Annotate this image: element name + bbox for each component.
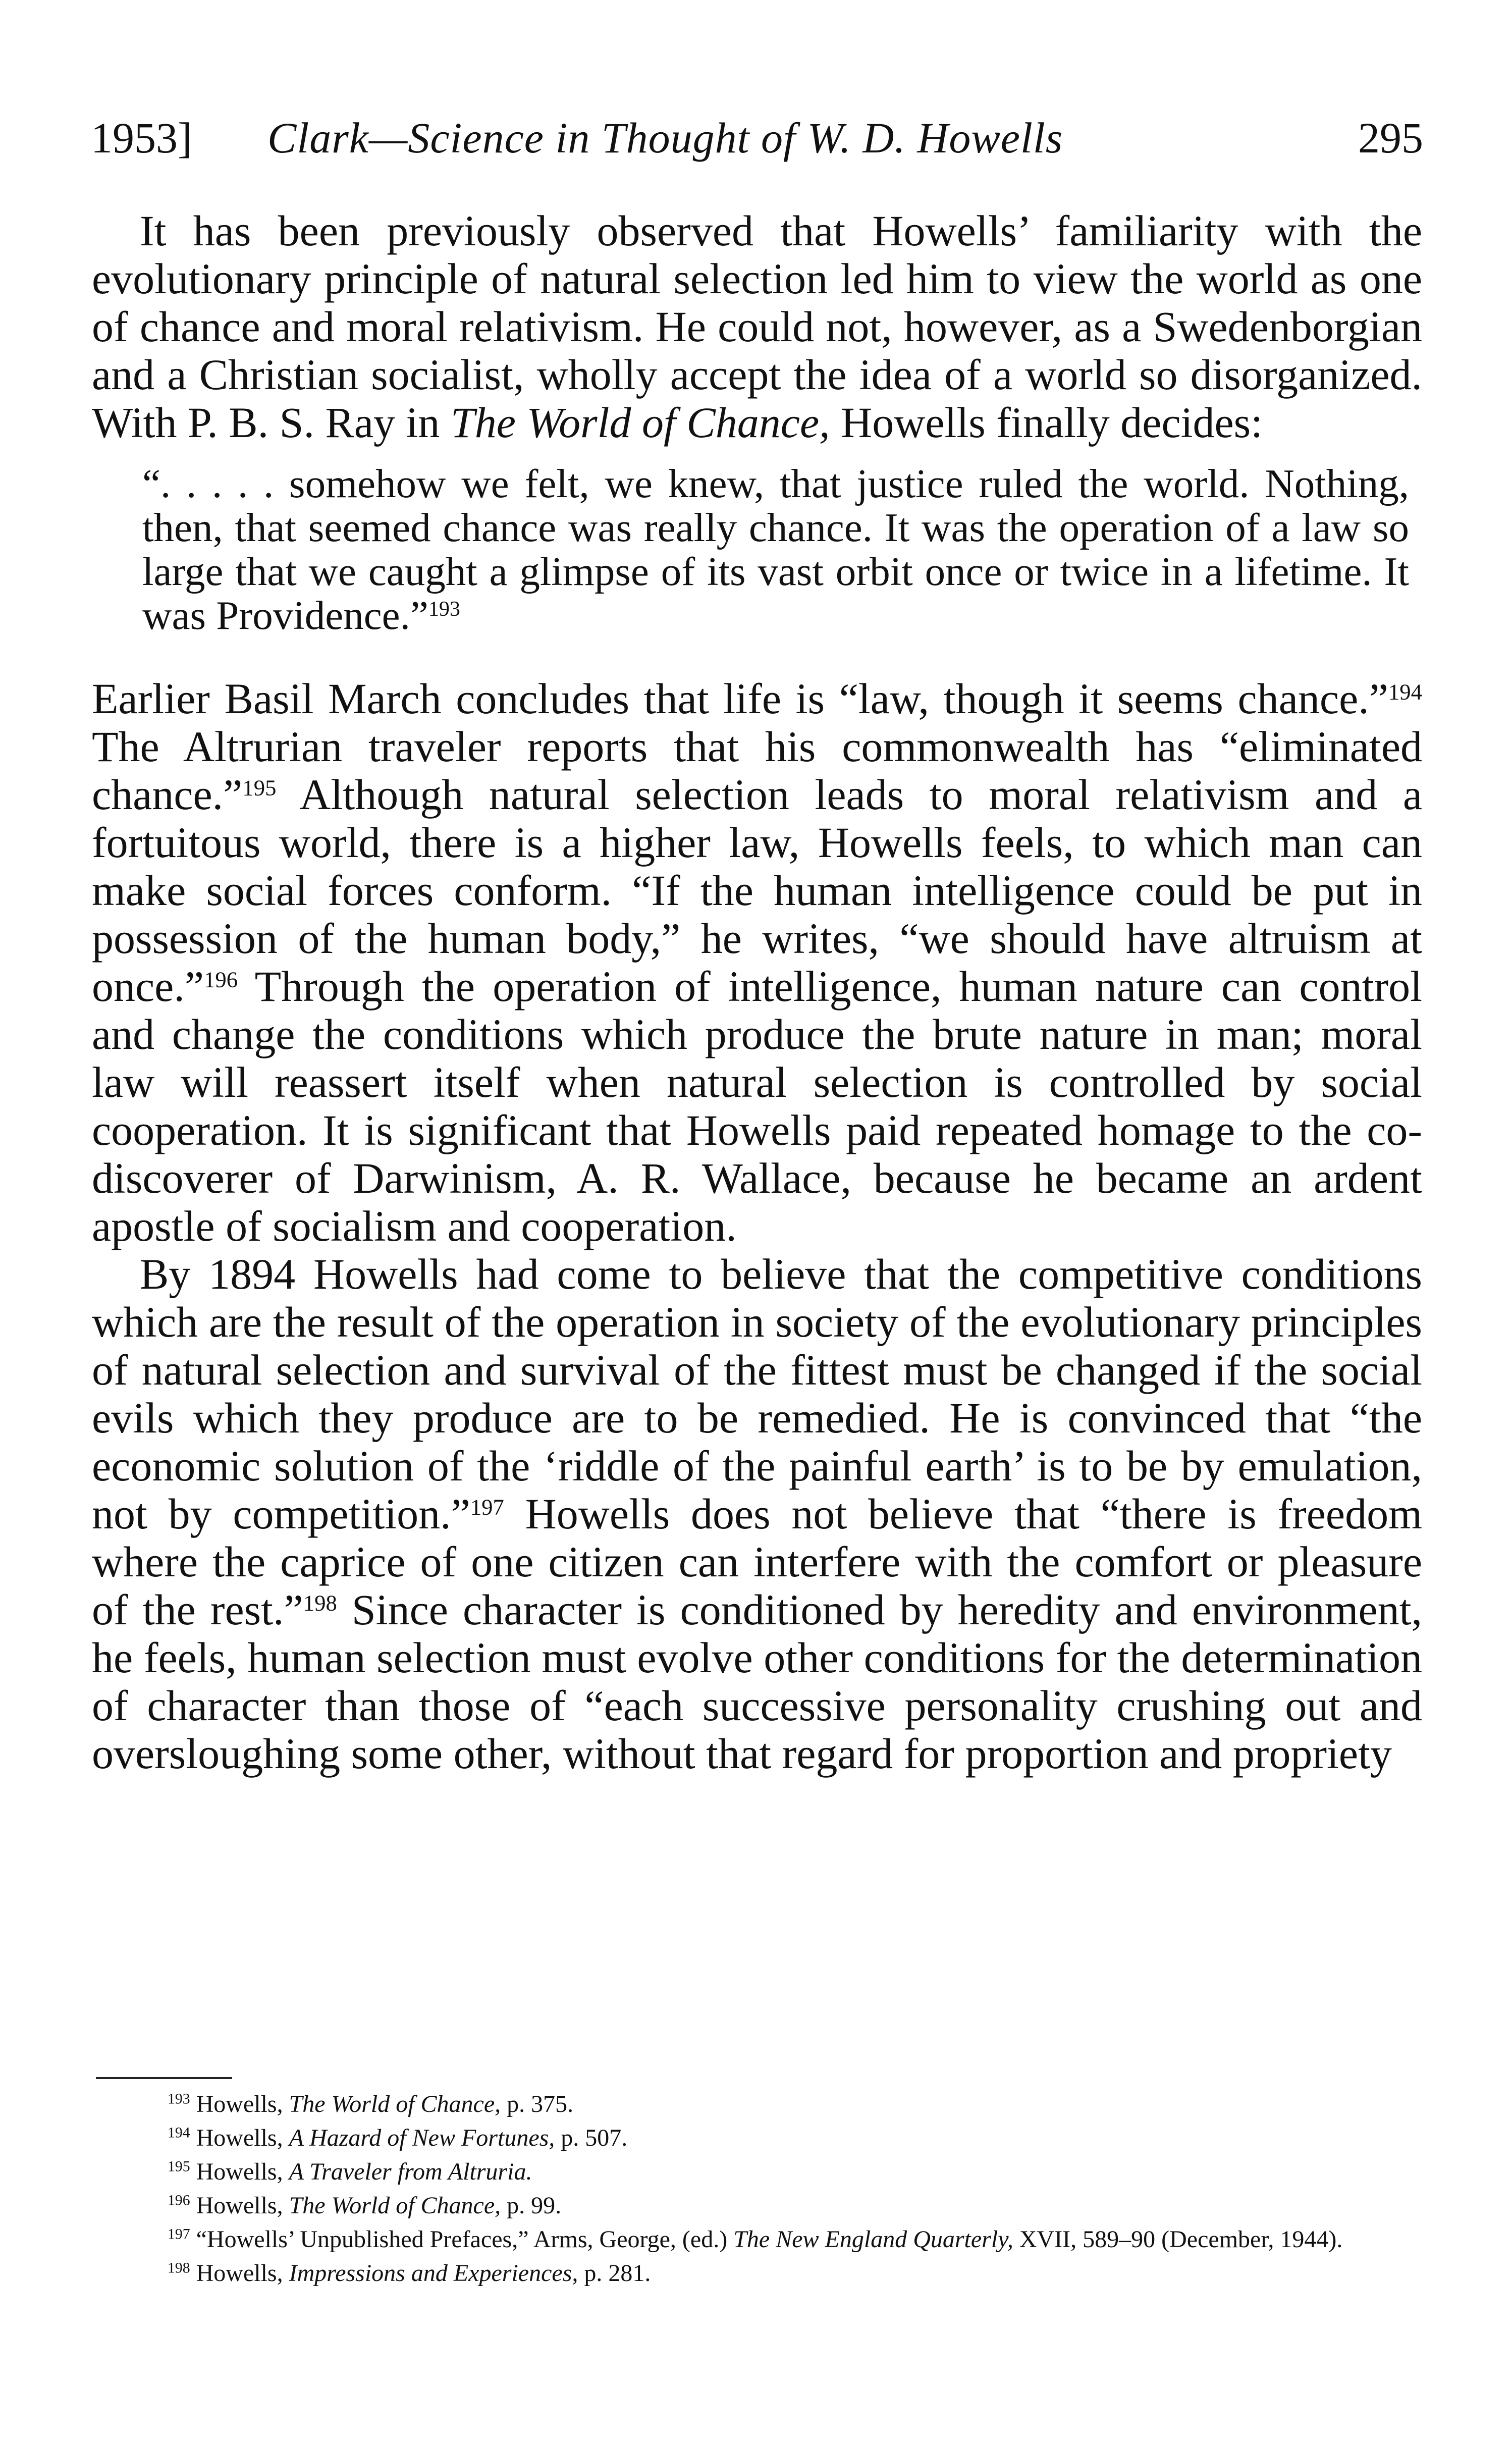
footnote-197: $^{197}$ “Howells’ Unpublished Prefaces,” Arms, George, (ed.) The New England Quarterly, XVII, 589–90 (December, 1944). xyxy=(168,2225,1343,2253)
book-title: The World of Chance, xyxy=(450,398,830,447)
block-quote: “. . . . . somehow we felt, we knew, that justice ruled the world. Nothing, then, that seemed chance was really chance. It was the operation of a law so large that we caught a glimpse of its vast orbit once or twice in a lifetime. It was Providence.”$^{193}$ xyxy=(142,461,1409,638)
footnote-divider xyxy=(96,2077,232,2079)
footnote-196: $^{196}$ Howells, The World of Chance, p. 99. xyxy=(168,2192,562,2219)
footnote-194: $^{194}$ Howells, A Hazard of New Fortunes, p. 507. xyxy=(168,2124,628,2151)
header-year: 1953] xyxy=(91,114,192,162)
footnote-ref: 193 xyxy=(428,597,460,621)
footnotes xyxy=(94,2087,1422,2290)
footnote-ref: 198 xyxy=(303,1590,337,1616)
running-header xyxy=(91,110,1423,166)
paragraph-3: By 1894 Howells had come to believe that the competitive conditions which are the result of the operation in society of the evolutionary principles of natural selection and survival of the fittest must be changed if the social evils which they produce are to be remedied. He is convinced that “the economic solution of the ‘riddle of the painful earth’ is to be by emulation, not by competition.”$^{197}$ Howells does not believe that “there is freedom where the caprice of one citizen can interfere with the comfort or pleasure of the rest.”$^{198}$ Since character is conditioned by heredity and environment, he feels, human selection must evolve other conditions for the determination of character than those of “each successive personality crushing out and oversloughing some other, without that regard for proportion and propriety xyxy=(92,1250,1423,1778)
footnote-ref: 195 xyxy=(242,775,277,801)
footnote-ref: 197 xyxy=(470,1494,504,1520)
paragraph-1: It has been previously observed that Howells’ familiarity with the evolutionary principle of natural selection led him to view the world as one of chance and moral relativism. He could not, however, as a Swedenborgian and a Christian socialist, wholly accept the idea of a world so disorganized. With P. B. S. Ray in The World of Chance, Howells finally decides: xyxy=(92,206,1422,447)
article-body xyxy=(92,207,1422,1792)
footnote-198: $^{198}$ Howells, Impressions and Experiences, p. 281. xyxy=(168,2259,651,2287)
footnote-ref: 196 xyxy=(204,967,238,992)
footnote-ref: 194 xyxy=(1388,679,1422,705)
footnote-193: $^{193}$ Howells, The World of Chance, p. 375. xyxy=(168,2090,574,2117)
footnote-195: $^{195}$ Howells, A Traveler from Altruria. xyxy=(168,2158,532,2185)
page-number: 295 xyxy=(1358,114,1423,162)
running-title: Clark—Science in Thought of W. D. Howells xyxy=(267,114,1063,162)
paragraph-2: Earlier Basil March concludes that life is “law, though it seems chance.”$^{194}$ The Altrurian traveler reports that his commonwealth has “eliminated chance.”$^{195}$ Although natural selection leads to moral relativism and a fortuitous world, there is a higher law, Howells feels, to which man can make social forces conform. “If the human intelligence could be put in possession of the human body,” he writes, “we should have altruism at once.”$^{196}$ Through the operation of intelligence, human nature can control and change the conditions which produce the brute nature in man; moral law will reassert itself when natural selection is controlled by social cooperation. It is significant that Howells paid repeated homage to the co-discoverer of Darwinism, A. R. Wallace, because he became an ardent apostle of socialism and cooperation. xyxy=(92,674,1422,1250)
